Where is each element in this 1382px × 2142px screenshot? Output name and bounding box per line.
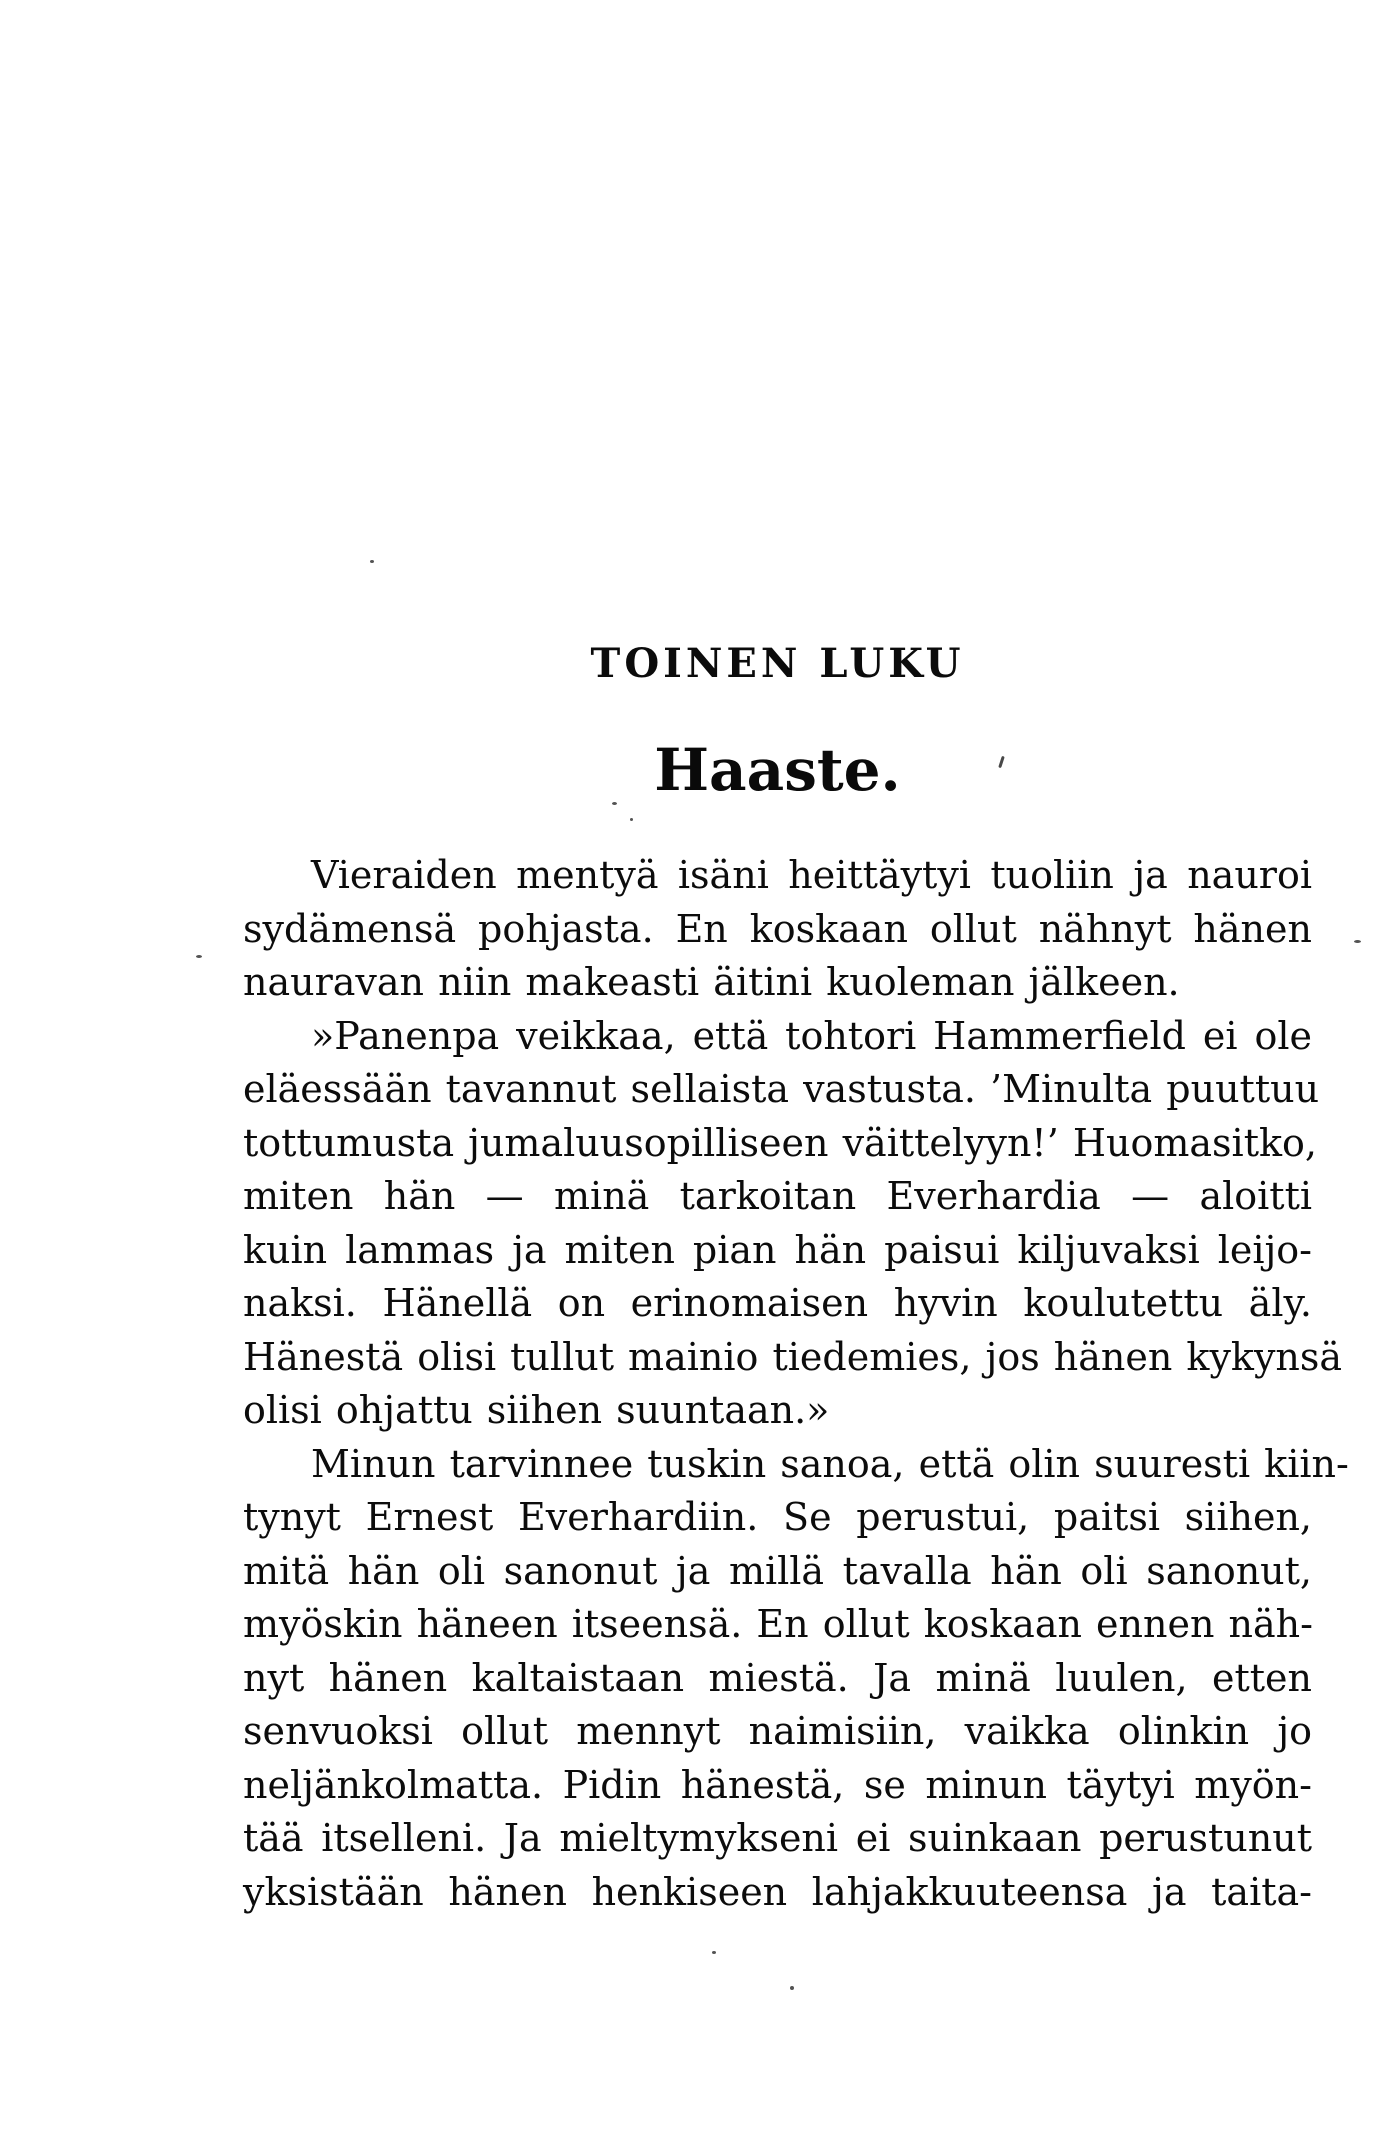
text-line: nauravan niin makeasti äitini kuoleman jälkeen. <box>243 960 1180 1004</box>
ink-speckle <box>712 1951 716 1954</box>
ink-speckle <box>630 818 633 821</box>
text-line: Vieraiden mentyä isäni heittäytyi tuoliin ja nauroi <box>311 853 1312 897</box>
text-line: kuin lammas ja miten pian hän paisui kiljuvaksi leijo- <box>243 1227 1312 1272</box>
text-line: miten hän — minä tarkoitan Everhardia — aloitti <box>243 1174 1312 1218</box>
text-line: tynyt Ernest Everhardiin. Se perustui, paitsi siihen, <box>243 1495 1312 1539</box>
text-line: senvuoksi ollut mennyt naimisiin, vaikka olinkin jo <box>243 1709 1312 1753</box>
text-line: olisi ohjattu siihen suuntaan.» <box>243 1388 830 1432</box>
body-text <box>243 849 1349 1919</box>
text-line: sydämensä pohjasta. En koskaan ollut nähnyt hänen <box>243 906 1312 951</box>
text-line: neljänkolmatta. Pidin hänestä, se minun täytyi myön- <box>243 1762 1312 1807</box>
ink-speckle <box>370 560 374 563</box>
text-line: myöskin häneen itseensä. En ollut koskaan ennen näh- <box>243 1602 1313 1646</box>
text-line: tää itselleni. Ja mieltymykseni ei suinkaan perustunut <box>243 1816 1312 1860</box>
text-line: »Panenpa veikkaa, että tohtori Hammerfield ei ole <box>311 1013 1312 1058</box>
text-line: naksi. Hänellä on erinomaisen hyvin koulutettu äly. <box>243 1281 1312 1325</box>
ink-speckle <box>1354 940 1361 943</box>
text-line: Hänestä olisi tullut mainio tiedemies, jos hänen kykynsä <box>243 1334 1343 1379</box>
ink-speckle <box>790 1986 794 1990</box>
text-line: mitä hän oli sanonut ja millä tavalla hän oli sanonut, <box>243 1548 1312 1593</box>
section-title: Haaste. <box>654 736 901 804</box>
ink-speckle <box>196 955 202 958</box>
text-line: yksistään hänen henkiseen lahjakkuuteensa ja taita- <box>243 1869 1312 1914</box>
text-line: Minun tarvinnee tuskin sanoa, että olin suuresti kiin- <box>311 1441 1349 1486</box>
ink-speckle <box>612 802 617 805</box>
chapter-heading: TOINEN LUKU <box>590 640 965 687</box>
text-line: eläessään tavannut sellaista vastusta. ’Minulta puuttuu <box>243 1067 1320 1111</box>
text-line: tottumusta jumaluusopilliseen väittelyyn!’ Huomasitko, <box>243 1120 1317 1165</box>
text-line: nyt hänen kaltaistaan miestä. Ja minä luulen, etten <box>243 1655 1312 1700</box>
